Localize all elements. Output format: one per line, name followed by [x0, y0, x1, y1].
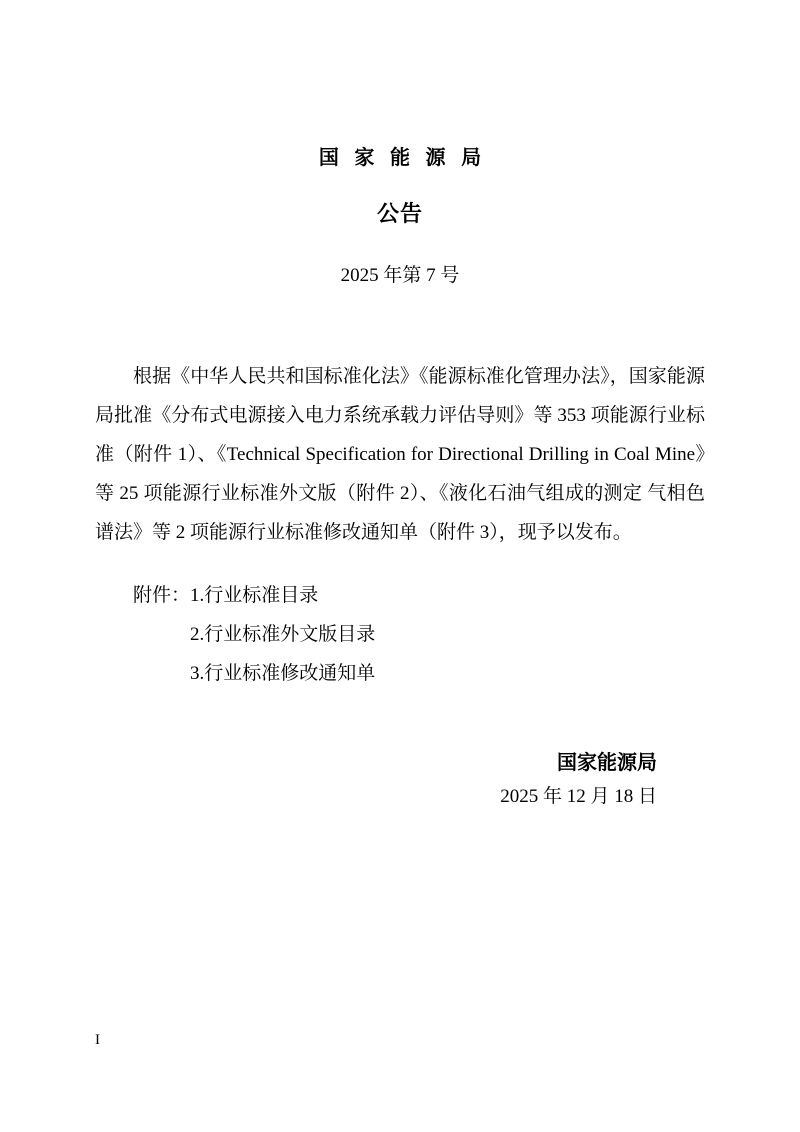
- signature-block: [95, 750, 705, 810]
- agency-title: 国 家 能 源 局: [318, 147, 487, 169]
- document-number: 2025 年第 7 号: [340, 265, 460, 286]
- signature-date: 2025 年 12 月 18 日: [500, 786, 657, 807]
- issuing-agency-signature: 国家能源局: [557, 752, 657, 774]
- announcement-body-paragraph: 根据《中华人民共和国标准化法》《能源标准化管理办法》，国家能源局批准《分布式电源接入电力系统承载力评估导则》等 353 项能源行业标准（附件 1）、《Technical Specification for Directional Drilling in Coal Mine》等 25 项能源行业标准外文版（附件 2）、《液化石油气组成的测定 气相色谱法》等 2 项能源行业标准修改通知单（附件 3），现予以发布。: [95, 366, 705, 543]
- attachment-item-2: 2.行业标准外文版目录: [190, 624, 376, 645]
- attachment-line-1: [133, 576, 705, 615]
- attachment-item-3: 3.行业标准修改通知单: [190, 663, 376, 684]
- attachment-item-1: 1.行业标准目录: [190, 585, 319, 606]
- attachment-label: 附件：: [133, 585, 191, 606]
- attachment-list: [133, 576, 705, 693]
- document-type-heading: 公告: [376, 201, 423, 226]
- page-number: I: [95, 1032, 100, 1048]
